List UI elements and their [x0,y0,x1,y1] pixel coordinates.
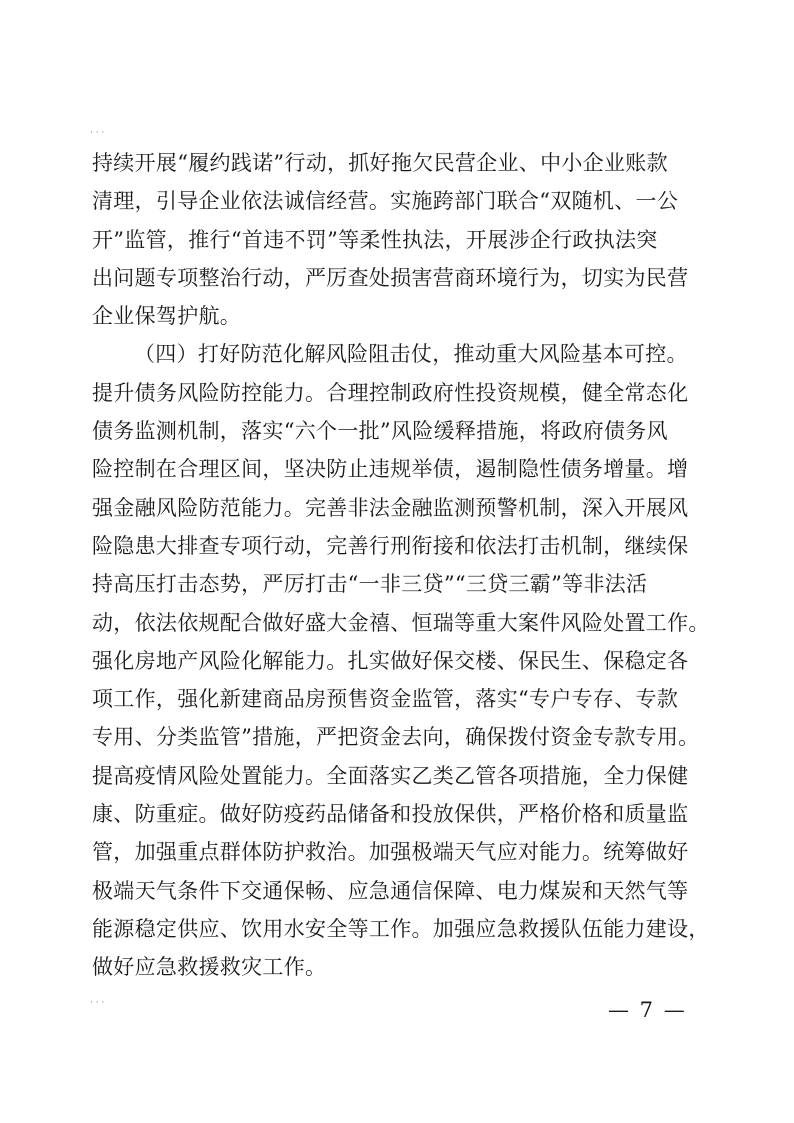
body-text [92,144,710,987]
text-line-8: 债务监测机制，落实“六个一批”风险缓释措施，将政府债务风 [92,419,668,444]
text-line-14: 强化房地产风险化解能力。扎实做好保交楼、保民生、保稳定各 [92,648,689,673]
page-number: — 7 — [608,998,687,1022]
text-line-15: 项工作，强化新建商品房预售资金监管，落实“专户专存、专款 [92,687,679,712]
text-line-10: 强金融风险防范能力。完善非法金融监测预警机制，深入开展风 [92,495,689,520]
text-line-17: 提高疫情风险处置能力。全面落实乙类乙管各项措施，全力保健 [92,763,689,788]
text-line-2: 清理，引导企业依法诚信经营。实施跨部门联合“双随机、一公 [92,189,679,214]
text-line-19: 管，加强重点群体防护救治。加强极端天气应对能力。统筹做好 [92,840,689,865]
text-line-11: 险隐患大排查专项行动，完善行刑衔接和依法打击机制，继续保 [92,533,689,558]
text-line-3: 开”监管，推行“首违不罚”等柔性执法，开展涉企行政执法突 [92,227,658,252]
text-line-22: 做好应急救援救灾工作。 [92,955,327,980]
text-line-12: 持高压打击态势，严厉打击“一非三贷”“三贷三霸”等非法活 [92,572,648,597]
text-line-20: 极端天气条件下交通保畅、应急通信保障、电力煤炭和天然气等 [92,878,689,903]
text-line-5: 企业保驾护航。 [92,304,242,329]
scan-mark-bottom: · · · [90,998,105,1008]
text-line-4: 出问题专项整治行动，严厉查处损害营商环境行为，切实为民营 [92,265,689,290]
text-line-9: 险控制在合理区间，坚决防止违规举债，遏制隐性债务增量。增 [92,457,689,482]
text-line-1: 持续开展“履约践诺”行动，抓好拖欠民营企业、中小企业账款 [92,151,668,175]
section-heading: （四）打好防范化解风险阻击仗，推动重大风险基本可控。 [134,342,688,367]
scan-mark-top: · · · [90,128,105,138]
text-line-7: 提升债务风险防控能力。合理控制政府性投资规模，健全常态化 [92,380,689,405]
text-line-21: 能源稳定供应、饮用水安全等工作。加强应急救援队伍能力建设， [92,916,710,941]
text-line-13: 动，依法依规配合做好盛大金禧、恒瑞等重大案件风险处置工作。 [92,610,710,635]
text-line-18: 康、防重症。做好防疫药品储备和投放保供，严格价格和质量监 [92,802,689,827]
text-line-16: 专用、分类监管”措施，严把资金去向，确保拨付资金专款专用。 [92,725,700,750]
